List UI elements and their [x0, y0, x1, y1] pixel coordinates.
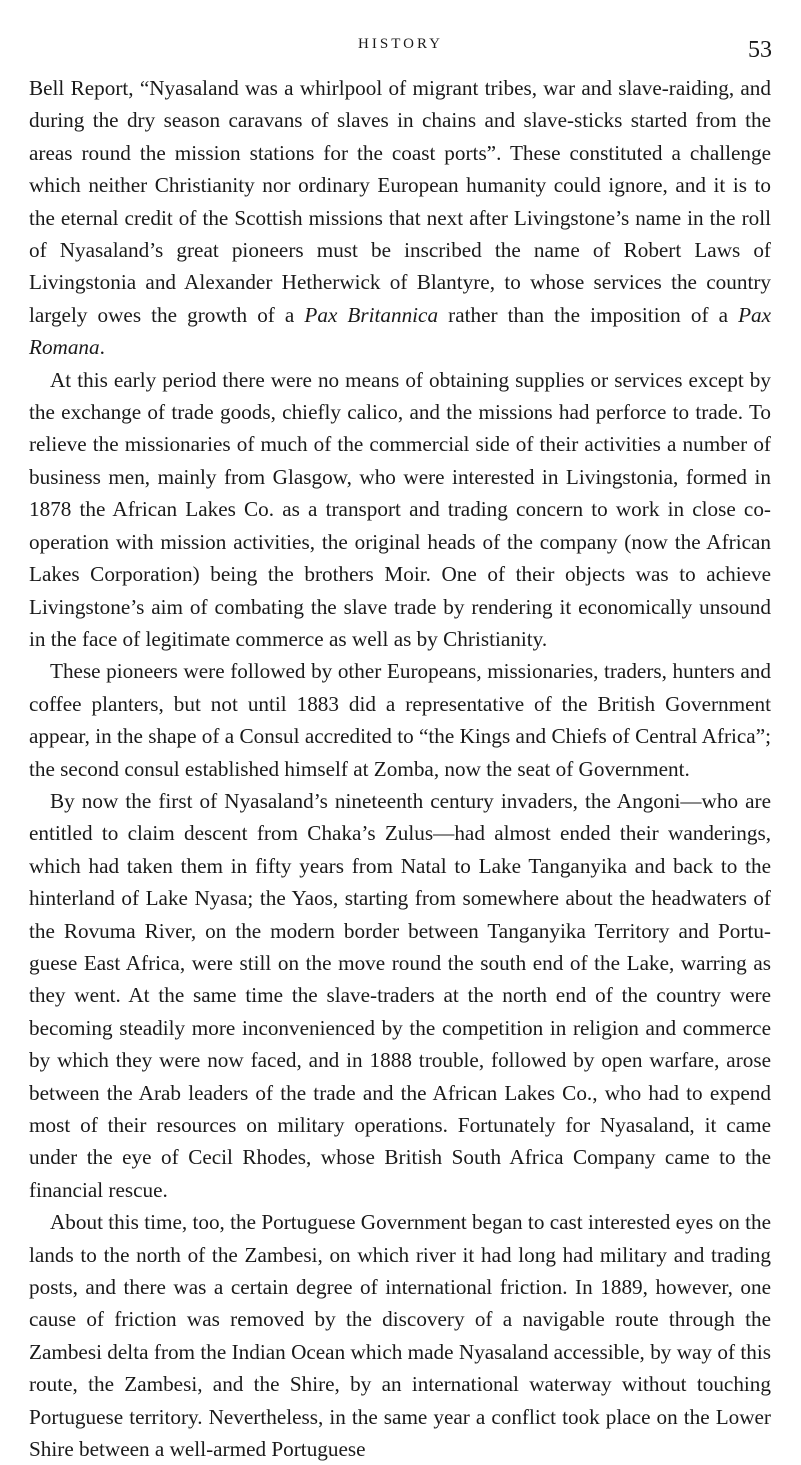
- paragraph-1: [29, 72, 771, 364]
- paragraph-3: These pioneers were followed by other Europeans, missionaries, traders, hunters and coffee planters, but not until 1883 did a representative of the British Government appear, in the shape of a Consul accredited to “the Kings and Chiefs of Central Africa”; the second consul established himself at Zomba, now the seat of Government.: [29, 659, 771, 781]
- paragraph-1-text-cont: rather than the imposition of a: [438, 302, 739, 327]
- paragraph-1-text: Bell Report, “Nyasaland was a whirlpool of migrant tribes, war and slave-raiding, and during the dry season caravans of slaves in chains and slave-sticks started from the areas round the mission stations for the coast ports”. These constituted a challenge which neither Christianity nor ordinary European humanity could ignore, and it is to the eternal credit of the Scottish missions that next after Livingstone’s name in the roll of Nyasaland’s great pioneers must be inscribed the name of Robert Laws of Livingstonia and Alexander Hetherwick of Blantyre, to whose services the country largely owes the growth of a: [29, 76, 771, 327]
- running-title: HISTORY: [358, 36, 443, 52]
- paragraph-1-end: .: [99, 335, 105, 360]
- running-head: [0, 36, 801, 66]
- body-text: [29, 72, 771, 1465]
- pax-romana-term: Pax Romana: [29, 302, 772, 360]
- pax-britannica-term: Pax Britannica: [304, 302, 439, 327]
- page-number: 53: [748, 37, 772, 63]
- paragraph-5: About this time, too, the Portuguese Government began to cast interested eyes on the lands to the north of the Zambesi, on which river it had long had military and trading posts, and there was a certain degree of international friction. In 1889, however, one cause of friction was removed by the discovery of a navigable route through the Zambesi delta from the Indian Ocean which made Nyasaland accessible, by way of this route, the Zambesi, and the Shire, by an international waterway without touching Portuguese territory. Nevertheless, in the same year a conflict took place on the Lower Shire between a well-armed Portuguese: [29, 1210, 771, 1462]
- paragraph-2: At this early period there were no means of obtaining supplies or services except by the exchange of trade goods, chiefly calico, and the missions had perforce to trade. To relieve the missionaries of much of the commercial side of their activities a number of business men, mainly from Glasgow, who were interested in Livingstonia, formed in 1878 the African Lakes Co. as a transport and trading concern to work in close co-operation with mission activities, the original heads of the company (now the African Lakes Corporation) being the brothers Moir. One of their objects was to achieve Livingstone’s aim of combating the slave trade by rendering it economically unsound in the face of legitimate commerce as well as by Christianity.: [29, 367, 771, 651]
- paragraph-4: By now the first of Nyasaland’s nineteenth century invaders, the Angoni—who are entitled to claim descent from Chaka’s Zulus—had almost ended their wanderings, which had taken them in fifty years from Natal to Lake Tanganyika and back to the hinterland of Lake Nyasa; the Yaos, starting from somewhere about the headwaters of the Rovuma River, on the modern border between Tanganyika Territory and Portu-guese East Africa, were still on the move round the south end of the Lake, warring as they went. At the same time the slave-traders at the north end of the country were becoming steadily more inconvenienced by the competition in religion and commerce by which they were now faced, and in 1888 trouble, followed by open warfare, arose between the Arab leaders of the trade and the African Lakes Co., who had to expend most of their resources on military operations. Fortunately for Nyasaland, it came under the eye of Cecil Rhodes, whose British South Africa Company came to the financial rescue.: [29, 788, 771, 1202]
